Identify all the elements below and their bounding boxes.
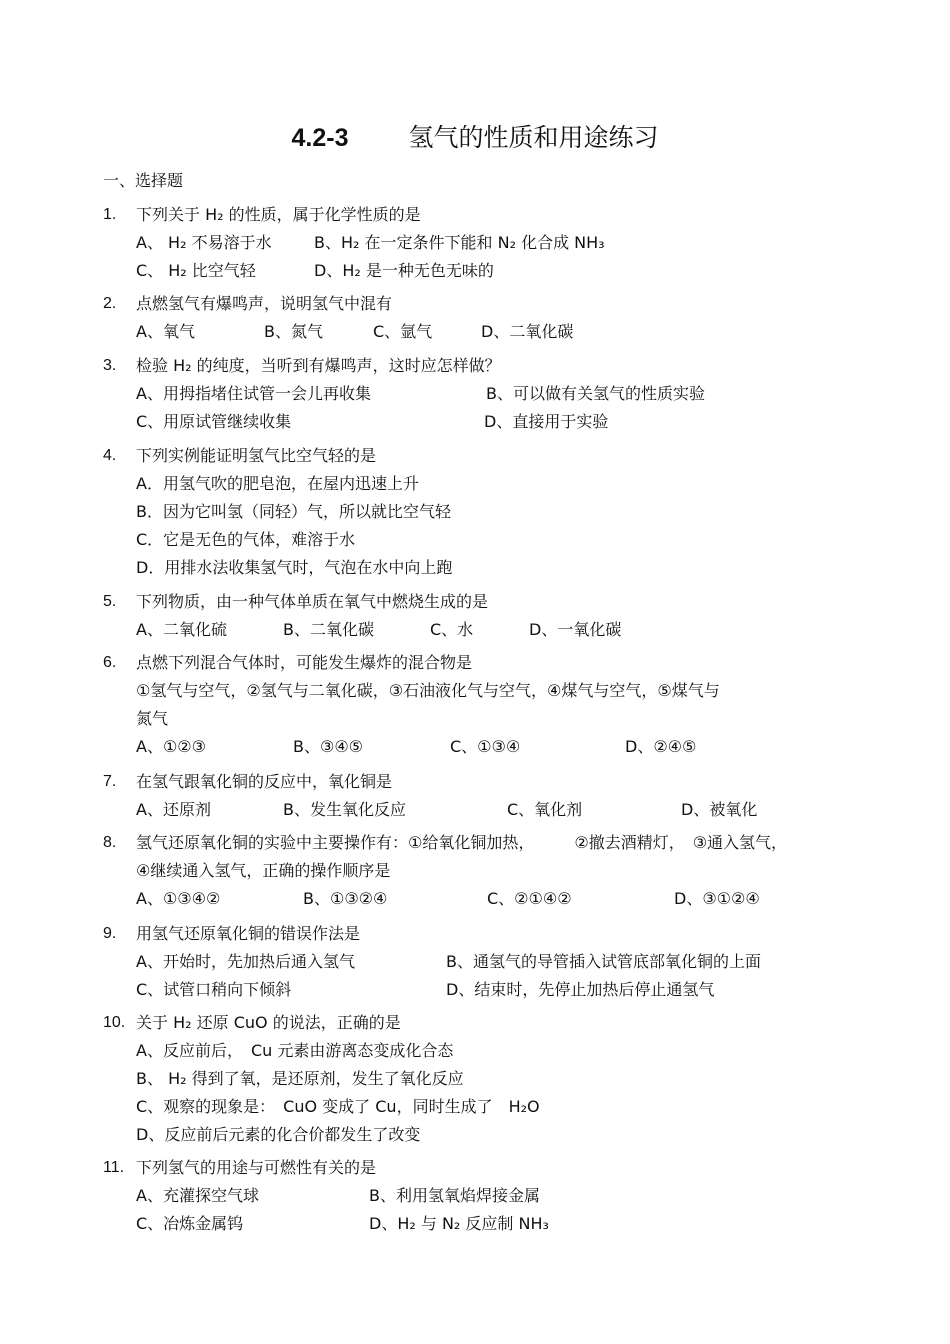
question-1 xyxy=(103,201,863,285)
option-c: C．它是无色的气体，难溶于水 xyxy=(136,530,356,549)
option-row xyxy=(136,733,863,761)
option-b: B、③④⑤ xyxy=(293,737,364,756)
question-number: 7. xyxy=(103,773,117,790)
option-b: B、①③②④ xyxy=(303,889,388,908)
option-row xyxy=(136,1182,863,1210)
option-d: D、结束时，先停止加热后停止通氢气 xyxy=(446,980,715,999)
question-3 xyxy=(103,352,863,436)
option-a: A、开始时，先加热后通入氢气 xyxy=(136,952,355,971)
question-stem: 下列氢气的用途与可燃性有关的是 xyxy=(136,1158,377,1177)
question-number: 1. xyxy=(103,206,117,223)
option-c: C、试管口稍向下倾斜 xyxy=(136,980,292,999)
option-a: A、用拇指堵住试管一会儿再收集 xyxy=(136,384,371,403)
question-stem: 用氢气还原氧化铜的错误作法是 xyxy=(136,924,361,943)
section-heading: 一、选择题 xyxy=(103,171,184,190)
question-2 xyxy=(103,290,863,346)
question-stem: 关于 H₂ 还原 CuO 的说法，正确的是 xyxy=(136,1013,401,1032)
question-4 xyxy=(103,442,863,582)
option-b: B、利用氢氧焰焊接金属 xyxy=(369,1186,540,1205)
option-row xyxy=(136,885,903,913)
option-b: B、氮气 xyxy=(264,322,323,341)
option-a: A、 H₂ 不易溶于水 xyxy=(136,233,272,252)
option-c: C、水 xyxy=(430,620,474,639)
question-stem: 下列实例能证明氢气比空气轻的是 xyxy=(136,446,377,465)
question-statement: ④继续通入氢气，正确的操作顺序是 xyxy=(136,861,391,880)
option-c: C、氧化剂 xyxy=(507,800,583,819)
option-d: D、②④⑤ xyxy=(625,737,697,756)
option-a: A、充灌探空气球 xyxy=(136,1186,259,1205)
question-stem: 氢气还原氧化铜的实验中主要操作有：①给氧化铜加热， ②撤去酒精灯， ③通入氢气， xyxy=(136,833,788,852)
option-d: D、H₂ 是一种无色无味的 xyxy=(314,261,494,280)
option-row xyxy=(136,229,863,257)
question-number: 9. xyxy=(103,925,117,942)
question-number: 4. xyxy=(103,447,117,464)
question-number: 6. xyxy=(103,654,117,671)
option-d: D、③①②④ xyxy=(674,889,760,908)
question-statement: ①氢气与空气，②氢气与二氧化碳，③石油液化气与空气，④煤气与空气，⑤煤气与 xyxy=(136,681,720,700)
question-11 xyxy=(103,1154,863,1238)
option-row xyxy=(136,318,863,346)
option-b: B、可以做有关氢气的性质实验 xyxy=(486,384,705,403)
question-stem: 点燃下列混合气体时，可能发生爆炸的混合物是 xyxy=(136,653,473,672)
question-5 xyxy=(103,588,863,644)
title-text: 氢气的性质和用途练习 xyxy=(408,123,659,152)
question-number: 3. xyxy=(103,357,117,374)
option-c: C、②①④② xyxy=(487,889,572,908)
question-stem: 下列关于 H₂ 的性质，属于化学性质的是 xyxy=(136,205,421,224)
option-c: C、氩气 xyxy=(373,322,433,341)
question-stem: 下列物质，由一种气体单质在氧气中燃烧生成的是 xyxy=(136,592,489,611)
question-number: 10. xyxy=(103,1014,126,1031)
question-stem: 检验 H₂ 的纯度，当听到有爆鸣声，这时应怎样做？ xyxy=(136,356,501,375)
question-6 xyxy=(103,649,863,761)
option-b: B．因为它叫氢（同轻）气，所以就比空气轻 xyxy=(136,502,451,521)
option-c: C、用原试管继续收集 xyxy=(136,412,292,431)
option-a: A．用氢气吹的肥皂泡，在屋内迅速上升 xyxy=(136,474,419,493)
option-d: D、反应前后元素的化合价都发生了改变 xyxy=(136,1125,421,1144)
option-a: A、①③④② xyxy=(136,889,221,908)
option-b: B、发生氧化反应 xyxy=(283,800,406,819)
question-7 xyxy=(103,768,863,824)
option-b: B、二氧化碳 xyxy=(283,620,374,639)
option-d: D、二氧化碳 xyxy=(481,322,574,341)
option-a: A、氧气 xyxy=(136,322,195,341)
option-a: A、反应前后， Cu 元素由游离态变成化合态 xyxy=(136,1041,454,1060)
option-c: C、观察的现象是： CuO 变成了 Cu，同时生成了 H₂O xyxy=(136,1097,540,1116)
question-9 xyxy=(103,920,863,1004)
option-c: C、 H₂ 比空气轻 xyxy=(136,261,256,280)
option-a: A、还原剂 xyxy=(136,800,211,819)
question-stem: 点燃氢气有爆鸣声，说明氢气中混有 xyxy=(136,294,393,313)
option-a: A、二氧化硫 xyxy=(136,620,227,639)
option-row xyxy=(136,380,863,408)
question-number: 2. xyxy=(103,295,117,312)
question-stem: 在氢气跟氧化铜的反应中，氧化铜是 xyxy=(136,772,393,791)
option-row xyxy=(136,796,863,824)
option-b: B、通氢气的导管插入试管底部氧化铜的上面 xyxy=(446,952,761,971)
option-b: B、 H₂ 得到了氧，是还原剂，发生了氧化反应 xyxy=(136,1069,464,1088)
question-number: 8. xyxy=(103,834,117,851)
option-d: D、H₂ 与 N₂ 反应制 NH₃ xyxy=(369,1214,549,1233)
option-row xyxy=(136,257,863,285)
question-statement: 氮气 xyxy=(136,709,169,728)
option-b: B、H₂ 在一定条件下能和 N₂ 化合成 NH₃ xyxy=(314,233,605,252)
question-8 xyxy=(103,829,903,913)
question-number: 11. xyxy=(103,1159,125,1176)
option-row xyxy=(136,948,863,976)
option-row xyxy=(136,616,863,644)
option-row xyxy=(136,408,863,436)
title-number: 4.2-3 xyxy=(291,124,349,152)
option-row xyxy=(136,976,863,1004)
option-d: D．用排水法收集氢气时，气泡在水中向上跑 xyxy=(136,558,453,577)
option-d: D、一氧化碳 xyxy=(529,620,622,639)
option-c: C、①③④ xyxy=(450,737,521,756)
page-title xyxy=(0,118,950,154)
option-a: A、①②③ xyxy=(136,737,206,756)
option-c: C、冶炼金属钨 xyxy=(136,1214,244,1233)
option-d: D、直接用于实验 xyxy=(484,412,609,431)
question-number: 5. xyxy=(103,593,117,610)
question-10 xyxy=(103,1009,863,1149)
option-row xyxy=(136,1210,863,1238)
option-d: D、被氧化 xyxy=(681,800,758,819)
